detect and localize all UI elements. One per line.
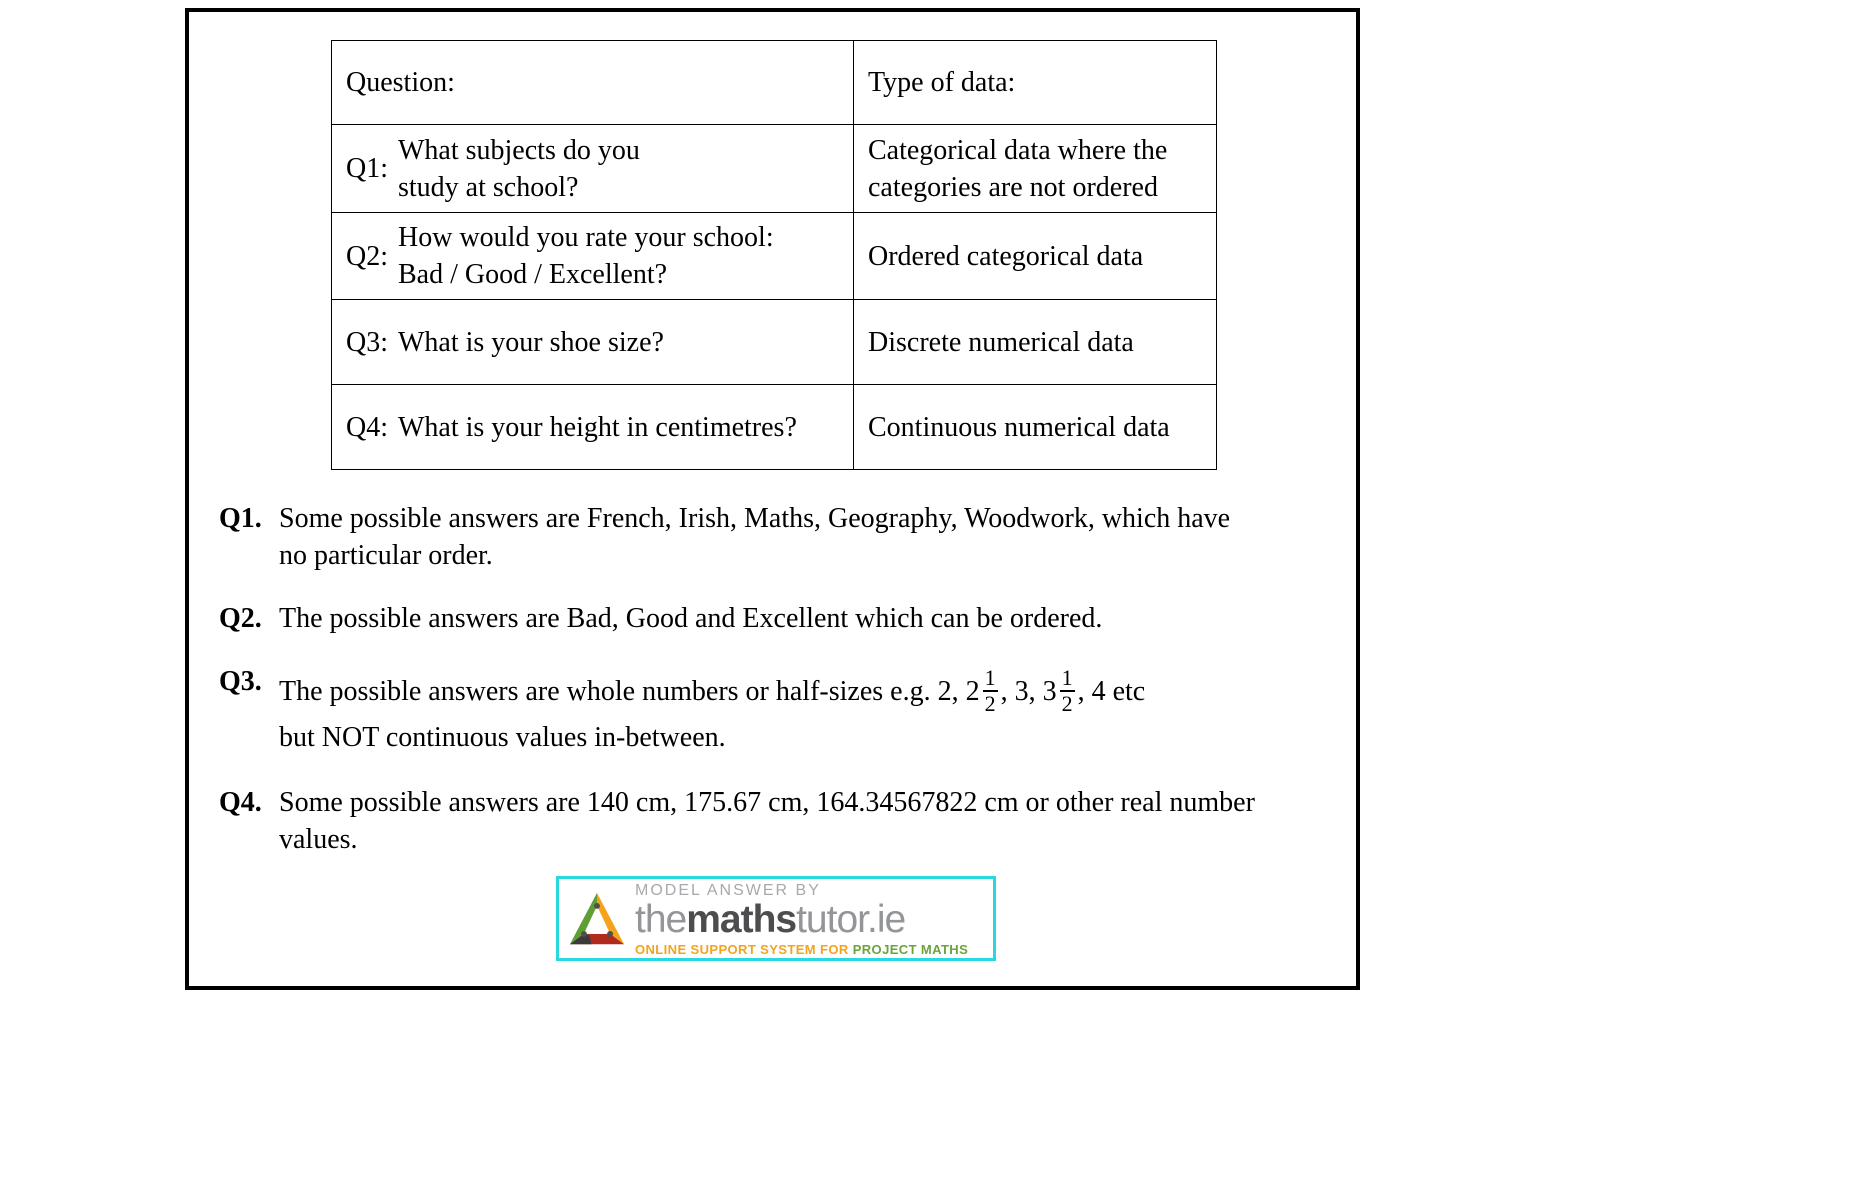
cell-q1-type: Categorical data where the categories are not ordered [854, 125, 1217, 213]
fraction-one-half: $\frac{1}{2}$ [984, 665, 996, 716]
answer-q4-label: Q4. [219, 787, 262, 818]
answer-q2-text: The possible answers are Bad, Good and Excellent which can be ordered. [279, 603, 1103, 634]
brand-logo-box [556, 876, 996, 961]
answer-q3-label: Q3. [219, 666, 262, 697]
brand-text-block [635, 881, 968, 957]
cell-q3-type: Discrete numerical data [854, 300, 1217, 385]
answer-q1-text: Some possible answers are French, Irish, Maths, Geography, Woodwork, which have no particular order. [279, 503, 1231, 571]
answer-q3 [219, 663, 1331, 756]
table-row-q2 [332, 213, 1217, 300]
q1-row-label: Q1: [346, 153, 388, 184]
table-row-q4 [332, 385, 1217, 470]
q4-question-text: What is your height in centimetres? [398, 411, 797, 443]
cell-q2-question [332, 213, 854, 300]
answer-q4-text: Some possible answers are 140 cm, 175.67 cm, 164.34567822 cm or other real number values. [279, 787, 1255, 855]
answer-q3-line1: The possible answers are whole numbers or half-sizes e.g. 2, 2 $\frac{1}{2}$ , 3, 3 $\frac{1}{2}$ , 4 etc [279, 665, 1146, 716]
table-row-q3 [332, 300, 1217, 385]
q3-question-text: What is your shoe size? [398, 326, 664, 358]
cell-q1-question [332, 125, 854, 213]
q3-row-label: Q3: [346, 326, 388, 358]
answer-q3-line2: but NOT continuous values in-between. [279, 722, 726, 753]
cell-q4-type: Continuous numerical data [854, 385, 1217, 470]
cell-q2-type: Ordered categorical data [854, 213, 1217, 300]
q2-question-text: How would you rate your school: Bad / Good / Excellent? [398, 222, 774, 290]
fraction-one-half: $\frac{1}{2}$ [1061, 665, 1073, 716]
answer-q2-label: Q2. [219, 603, 262, 634]
table-header-row [332, 41, 1217, 125]
q1-question-text: What subjects do you study at school? [398, 134, 640, 203]
cell-q4-question [332, 385, 854, 470]
answer-q1 [219, 500, 1331, 574]
answers-section [219, 500, 1331, 884]
brand-logo-triangle-icon [567, 891, 627, 947]
answer-q3-text [279, 663, 1331, 756]
data-type-table [331, 40, 1217, 470]
brand-tagline: ONLINE SUPPORT SYSTEM FOR PROJECT MATHS [635, 941, 969, 957]
header-cell-type: Type of data: [854, 41, 1217, 125]
answer-q2 [219, 600, 1331, 637]
table-row-q1 [332, 125, 1217, 213]
q4-row-label: Q4: [346, 411, 388, 443]
cell-q3-question [332, 300, 854, 385]
document-border [185, 8, 1360, 990]
header-cell-question: Question: [332, 41, 854, 125]
brand-wordmark: themathstutor.ie [635, 897, 906, 941]
answer-q1-label: Q1. [219, 503, 262, 534]
q2-row-label: Q2: [346, 240, 388, 272]
model-answer-by-label: MODEL ANSWER BY [635, 881, 821, 899]
data-type-table-wrap [331, 40, 1217, 470]
answer-q4 [219, 784, 1331, 858]
